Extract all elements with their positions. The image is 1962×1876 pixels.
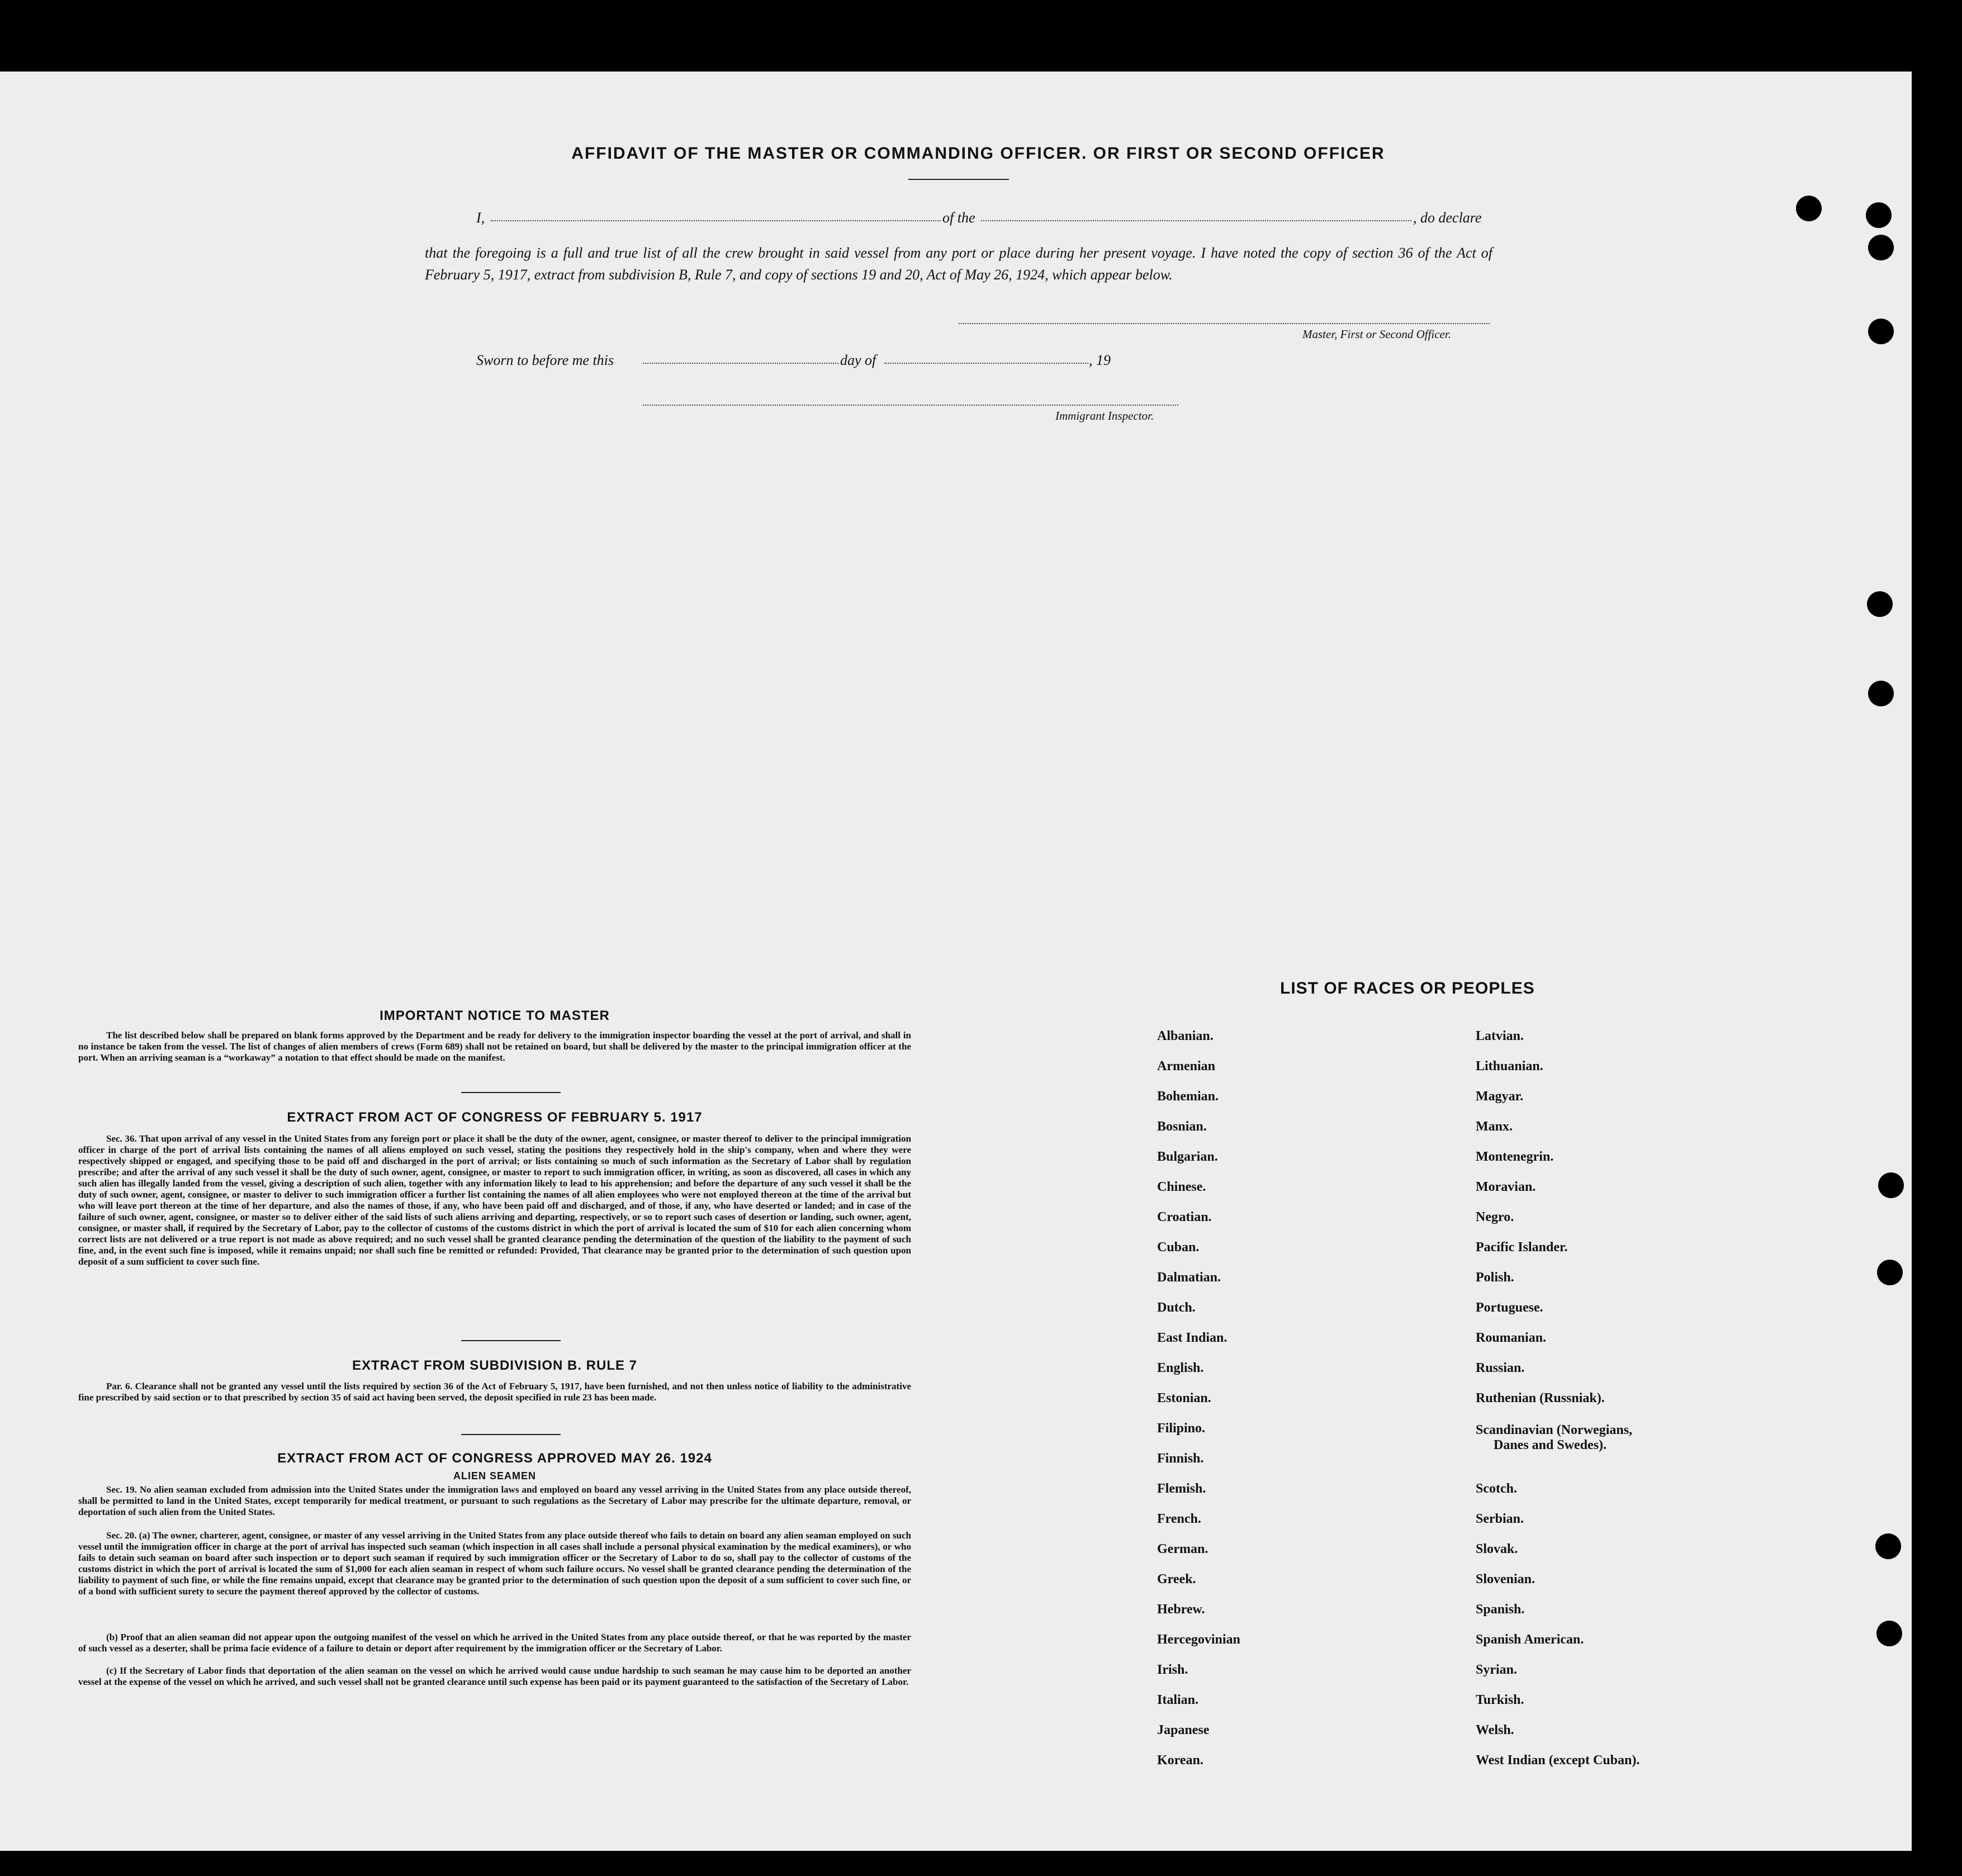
name-blank[interactable] [491,220,941,221]
race-item: Dalmatian. [1157,1270,1221,1285]
race-item: Syrian. [1476,1663,1518,1677]
title-divider [908,179,1009,180]
affidavit-paragraph: that the foregoing is a full and true list of all the crew brought in said vessel from any port or place during her present voyage. I have noted the copy of section 36 of the Act of February 5, 1917, extract from subdivision B, Rule 7, and copy of sections 19 and 20, Act of May 26, 1924, which appear below. [425,245,1492,283]
race-item-continuation: Danes and Swedes). [1494,1438,1607,1452]
race-item: Serbian. [1476,1512,1524,1526]
extract-1917-body: Sec. 36. That upon arrival of any vessel in the United States from any foreign port or place it shall be the duty of the owner, agent, consignee, or master thereof to deliver to the principal immigration officer in charge of the port of arrival lists containing the names of all aliens employed on such vessel, stating the positions they respectively hold in the ship's company, when and where they were respectively shipped or engaged, and specifying those to be paid off and discharged in the port of arrival; or lists containing so much of such information as the Secretary of Labor shall by regulation prescribe; and after the arrival of any such vessel it shall be the duty of such owner, agent, consignee, or master to report to such immigration officer, in writing, as soon as discovered, all cases in which any such alien has illegally landed from the vessel, giving a description of such alien, together with any information likely to lead to his apprehension; and before the departure of any such vessel it shall be the duty of such owner, agent, consignee, or master to deliver to such immigration officer a further list containing the names of all alien employees who were not employed thereon at the time of the arrival but who will leave port thereon at the time of her departure, and also the names of those, if any, who have been paid off and discharged, and of those, if any, who have deserted or landed; and in case of the failure of such owner, agent, consignee, or master so to deliver either of the said lists of such aliens arriving and departing, respectively, or so to report such cases of desertion or landing, such owner, agent, consignee, or master shall, if required by the Secretary of Labor, pay to the collector of customs of the customs district in which the port of arrival is located the sum of $10 for each alien concerning whom correct lists are not delivered or a true report is not made as above required; and no such vessel shall be granted clearance pending the determination of the question of the liability to the payment of such fine, and, in the event such fine is imposed, while it remains unpaid; nor shall such fine be remitted or refunded: Provided, That clearance may be granted prior to the determination of such question upon deposit of a sum sufficient to cover such fine. [78,1133,911,1267]
punch-hole [1868,235,1894,260]
race-item: Chinese. [1157,1180,1206,1194]
race-item: Turkish. [1476,1693,1524,1707]
race-item: Estonian. [1157,1391,1211,1405]
race-item: Slovak. [1476,1542,1518,1556]
affidavit-of-the: of the [942,210,975,226]
section-divider [461,1434,561,1435]
punch-hole [1878,1172,1904,1198]
extract-1924-sec19: Sec. 19. No alien seaman excluded from admission into the United States under the immigration laws and employed on board any vessel arriving in the United States from any place outside thereof, shall be permitted to land in the United States, except temporarily for medical treatment, or pursuant to such regulations as the Secretary of Labor may prescribe for the ultimate departure, removal, or deportation of such alien from the United States. [78,1484,911,1517]
race-item: Greek. [1157,1572,1196,1587]
affidavit-i: I, [476,210,485,226]
race-item: Irish. [1157,1663,1188,1677]
master-signature-line[interactable] [959,323,1490,324]
sworn-day-of: day of [840,352,876,368]
race-item: Scotch. [1476,1481,1517,1496]
punch-hole [1867,591,1893,617]
punch-hole [1875,1533,1901,1559]
race-item: Armenian [1157,1059,1215,1074]
race-item: Pacific Islander. [1476,1240,1568,1255]
race-item: Slovenian. [1476,1572,1536,1587]
race-item: Finnish. [1157,1451,1204,1466]
race-item: Albanian. [1157,1029,1214,1043]
race-item: English. [1157,1361,1204,1375]
race-item: Magyar. [1476,1089,1524,1104]
race-item: Bulgarian. [1157,1150,1218,1164]
punch-hole [1866,202,1892,228]
punch-hole [1877,1260,1903,1285]
document-page [0,72,1912,1851]
punch-hole [1876,1621,1902,1646]
race-item: East Indian. [1157,1331,1228,1345]
race-item: Welsh. [1476,1723,1514,1737]
race-item: Italian. [1157,1693,1199,1707]
sworn-prefix: Sworn to before me this [476,352,614,368]
extract-1924-title: EXTRACT FROM ACT OF CONGRESS APPROVED MAY 26. 1924 [277,1451,712,1466]
race-item: Polish. [1476,1270,1514,1285]
race-item: Cuban. [1157,1240,1200,1255]
race-item: Latvian. [1476,1029,1524,1043]
race-item: Portuguese. [1476,1300,1543,1315]
notice-title: IMPORTANT NOTICE TO MASTER [380,1008,610,1023]
extract-1924-sec20c: (c) If the Secretary of Labor finds that deportation of the alien seaman on the vessel on which he arrived would cause undue hardship to such seaman he may cause him to be deported an another vessel at the expense of the vessel on which he arrived, and such vessel shall not be granted clearance until such expense has been paid or its payment guaranteed to the satisfaction of the Secretary of Labor. [78,1665,911,1687]
race-item: Moravian. [1476,1180,1536,1194]
extract-1924-sec20b: (b) Proof that an alien seaman did not appear upon the outgoing manifest of the vessel on which he arrived in the United States from any place outside thereof, or that he was reported by the master of such vessel as a deserter, shall be prima facie evidence of a failure to detain or deport after requirement by the immigration officer or the Secretary of Labor. [78,1632,911,1654]
race-item: Lithuanian. [1476,1059,1543,1074]
race-item: Korean. [1157,1753,1203,1768]
punch-hole [1868,681,1894,706]
race-item: Hebrew. [1157,1602,1205,1617]
inspector-signature-line[interactable] [643,405,1178,406]
section-divider [461,1340,561,1341]
alien-seamen-subtitle: ALIEN SEAMEN [453,1470,536,1481]
races-title: LIST OF RACES OR PEOPLES [1280,979,1535,998]
race-item: Negro. [1476,1210,1514,1224]
sworn-month-blank[interactable] [884,363,1088,364]
race-item: Croatian. [1157,1210,1212,1224]
race-item: Ruthenian (Russniak). [1476,1391,1605,1405]
affidavit-title: AFFIDAVIT OF THE MASTER OR COMMANDING OFFICER. OR FIRST OR SECOND OFFICER [571,144,1385,163]
extract-rule7-body: Par. 6. Clearance shall not be granted any vessel until the lists required by section 36 of the Act of February 5, 1917, have been furnished, and not then unless notice of liability to the administrative fine prescribed by said section or to that prescribed by section 35 of said act having been served, the deposit specified in rule 23 has been made. [78,1381,911,1403]
race-item: Bosnian. [1157,1119,1207,1134]
race-item: West Indian (except Cuban). [1476,1753,1640,1768]
race-item: Montenegrin. [1476,1150,1554,1164]
race-item: Roumanian. [1476,1331,1547,1345]
affidavit-declare: , do declare [1413,210,1482,226]
punch-hole [1868,319,1894,344]
race-item: Scandinavian (Norwegians, [1476,1423,1633,1437]
race-item: Russian. [1476,1361,1525,1375]
race-item: Hercegovinian [1157,1632,1240,1647]
race-item: Japanese [1157,1723,1210,1737]
race-item: Spanish. [1476,1602,1525,1617]
vessel-blank[interactable] [981,220,1411,221]
extract-1917-title: EXTRACT FROM ACT OF CONGRESS OF FEBRUARY 5. 1917 [287,1110,703,1125]
race-item: Filipino. [1157,1421,1206,1436]
race-item: Flemish. [1157,1481,1206,1496]
race-item: German. [1157,1542,1209,1556]
race-item: Manx. [1476,1119,1513,1134]
punch-hole [1796,196,1822,221]
extract-1924-sec20a: Sec. 20. (a) The owner, charterer, agent, consignee, or master of any vessel arriving in the United States from any place outside thereof who fails to detain on board any alien seaman employed on such vessel until the immigration officer in charge at the port of arrival has inspected such seaman (which inspection in all cases shall include a personal physical examination by the medical examiners), or who fails to detain such seaman on board after such inspection or to deport such seaman if required by such immigration officer or the Secretary of Labor to do so, shall pay to the collector of customs of the customs district in which the port of arrival is located the sum of $1,000 for each alien seaman in respect of whom such failure occurs. No vessel shall be granted clearance pending the determination of the liability to payment of such fine, or while the fine remains unpaid, except that clearance may be granted prior to the determination of such question upon the deposit of a sum sufficient to cover such fine, or of a bond with sufficient surety to secure the payment thereof approved by the collector of customs. [78,1530,911,1597]
sworn-day-blank[interactable] [643,363,838,364]
master-label: Master, First or Second Officer. [1302,327,1451,341]
inspector-label: Immigrant Inspector. [1055,409,1154,422]
extract-rule7-title: EXTRACT FROM SUBDIVISION B. RULE 7 [352,1358,638,1373]
race-item: French. [1157,1512,1201,1526]
race-item: Dutch. [1157,1300,1196,1315]
section-divider [461,1092,561,1093]
notice-body: The list described below shall be prepared on blank forms approved by the Department and be ready for delivery to the immigration inspector boarding the vessel at the port of arrival, and shall in no instance be taken from the vessel. The list of changes of alien members of crews (Form 689) shall not be retained on board, but shall be delivered by the master to the principal immigration officer at the port. When an arriving seaman is a “workaway” a notation to that effect should be made on the manifest. [78,1030,911,1063]
sworn-year: , 19 [1089,352,1111,368]
race-item: Spanish American. [1476,1632,1584,1647]
race-item: Bohemian. [1157,1089,1219,1104]
